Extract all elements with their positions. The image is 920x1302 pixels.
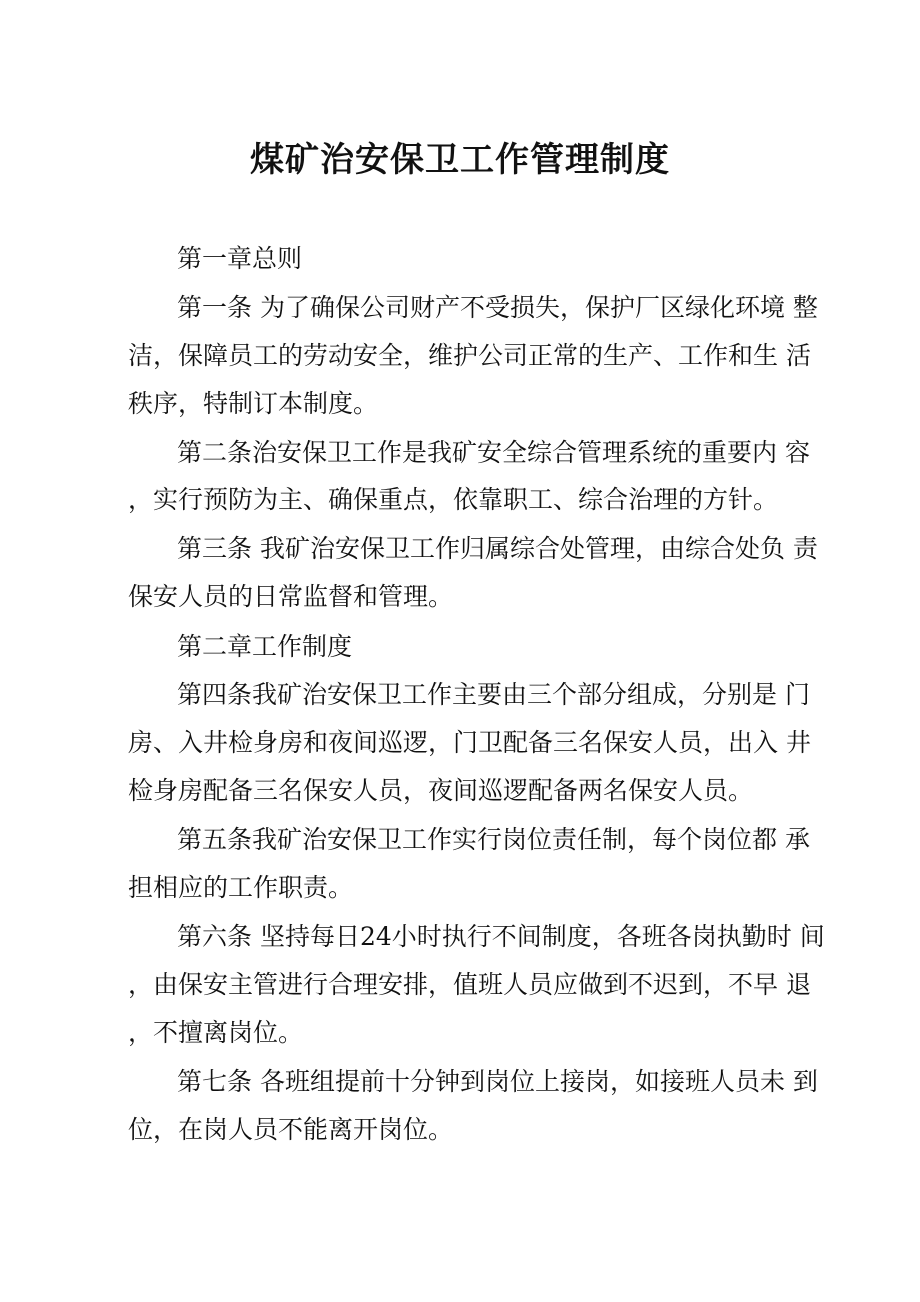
text-line: 位，在岗人员不能离开岗位。 (128, 1115, 454, 1144)
text-line: 检身房配备三名保安人员，夜间巡逻配备两名保安人员。 (128, 776, 754, 805)
text-line: 担相应的工作职责。 (128, 873, 354, 902)
text-line: 第二章工作制度 (177, 632, 353, 661)
text-line: 秩序，特制订本制度。 (128, 389, 379, 418)
text-line: ，不擅离岗位。 (128, 1018, 304, 1047)
text-line: 保安人员的日常监督和管理。 (128, 582, 454, 611)
text-line: 洁，保障员工的劳动安全，维护公司正常的生产、工作和生 活 (128, 341, 811, 370)
text-line: ，实行预防为主、确保重点，依靠职工、综合治理的方针。 (128, 485, 779, 514)
text-line: 第五条我矿治安保卫工作实行岗位责任制，每个岗位都 承 (177, 825, 810, 854)
text-line: 第一章总则 (177, 244, 303, 273)
text-line: 第二条治安保卫工作是我矿安全综合管理系统的重要内 容 (177, 438, 810, 467)
document-title: 煤矿治安保卫工作管理制度 (250, 140, 670, 180)
text-line: 第三条 我矿治安保卫工作归属综合处管理，由综合处负 责 (177, 534, 818, 563)
text-line: 房、入井检身房和夜间巡逻，门卫配备三名保安人员，出入 井 (128, 728, 811, 757)
text-line: 第七条 各班组提前十分钟到岗位上接岗，如接班人员未 到 (177, 1067, 818, 1096)
text-line: 第六条 坚持每日24小时执行不间制度，各班各岗执勤时 间 (177, 922, 825, 951)
text-line: 第四条我矿治安保卫工作主要由三个部分组成，分别是 门 (177, 680, 810, 709)
text-line: 第一条 为了确保公司财产不受损失，保护厂区绿化环境 整 (177, 293, 818, 322)
text-line: ，由保安主管进行合理安排，值班人员应做到不迟到，不早 退 (128, 970, 811, 999)
